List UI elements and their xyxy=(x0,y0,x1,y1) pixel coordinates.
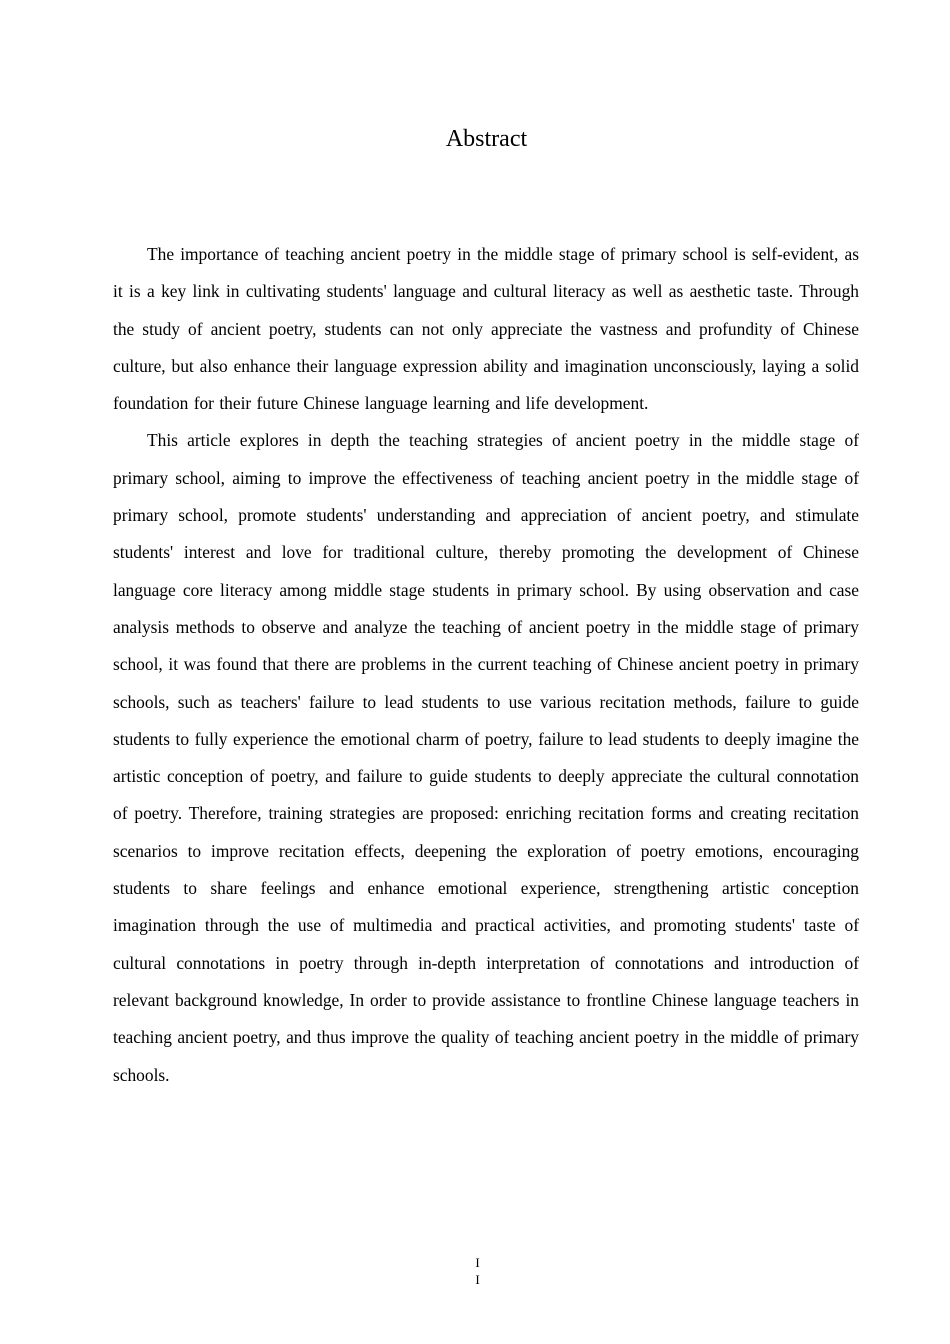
abstract-paragraph-1: The importance of teaching ancient poetry in the middle stage of primary school is self-evident, as it is a key link in cultivating students' language and cultural literacy as well as aesthetic taste. Through the study of ancient poetry, students can not only appreciate the vastness and profundity of Chinese culture, but also enhance their language expression ability and imagination unconsciously, laying a solid foundation for their future Chinese language learning and life development. xyxy=(113,244,859,414)
page-number xyxy=(0,1254,950,1288)
page-title: Abstract xyxy=(445,126,528,152)
abstract-body xyxy=(113,236,859,1094)
page-number-line-1: I xyxy=(475,1255,480,1270)
page-number-line-2: I xyxy=(475,1272,480,1287)
abstract-paragraph-2: This article explores in depth the teaching strategies of ancient poetry in the middle stage of primary school, aiming to improve the effectiveness of teaching ancient poetry in the middle stage of primary school, promote students' understanding and appreciation of ancient poetry, and stimulate students' interest and love for traditional culture, thereby promoting the development of Chinese language core literacy among middle stage students in primary school. By using observation and case analysis methods to observe and analyze the teaching of ancient poetry in the middle stage of primary school, it was found that there are problems in the current teaching of Chinese ancient poetry in primary schools, such as teachers' failure to lead students to use various recitation methods, failure to guide students to fully experience the emotional charm of poetry, failure to lead students to deeply imagine the artistic conception of poetry, and failure to guide students to deeply appreciate the cultural connotation of poetry. Therefore, training strategies are proposed: enriching recitation forms and creating recitation scenarios to improve recitation effects, deepening the exploration of poetry emotions, encouraging students to share feelings and enhance emotional experience, strengthening artistic conception imagination through the use of multimedia and practical activities, and promoting students' taste of cultural connotations in poetry through in-depth interpretation of connotations and introduction of relevant background knowledge, In order to provide assistance to frontline Chinese language teachers in teaching ancient poetry, and thus improve the quality of teaching ancient poetry in the middle of primary schools. xyxy=(113,430,859,1085)
